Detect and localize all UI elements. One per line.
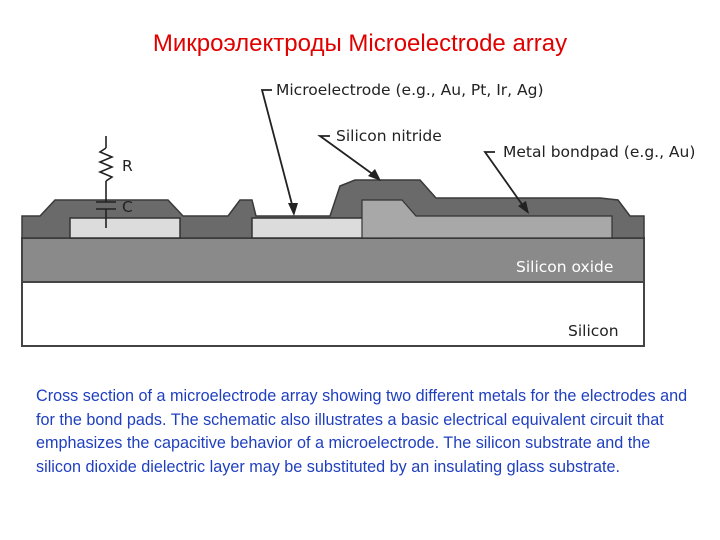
- microelectrode-arrowhead: [288, 203, 298, 216]
- resistor-symbol: [100, 148, 112, 181]
- left-electrode: [70, 218, 180, 238]
- silicon-layer: [22, 282, 644, 346]
- microelectrode-label: Microelectrode (e.g., Au, Pt, Ir, Ag): [276, 81, 544, 99]
- page-title: Микроэлектроды Microelectrode array: [152, 30, 568, 57]
- figure-caption: Cross section of a microelectrode array showing two different metals for the electrodes and for the bond pads. The schematic also illustrates a basic electrical equivalent circuit that emphasizes the capacitive behavior of a microelectrode. The silicon substrate and the silicon dioxide dielectric layer may be substituted by an insulating glass substrate.: [36, 387, 688, 476]
- silicon-nitride-arrowhead: [368, 169, 381, 181]
- resistor-label: R: [122, 157, 133, 175]
- silicon-oxide-label: Silicon oxide: [516, 258, 614, 276]
- metal-bondpad-label: Metal bondpad (e.g., Au): [503, 143, 696, 161]
- silicon-nitride-label: Silicon nitride: [336, 127, 442, 145]
- microelectrode-leader: [262, 90, 294, 212]
- silicon-label: Silicon: [568, 322, 619, 340]
- capacitor-label: C: [122, 198, 133, 216]
